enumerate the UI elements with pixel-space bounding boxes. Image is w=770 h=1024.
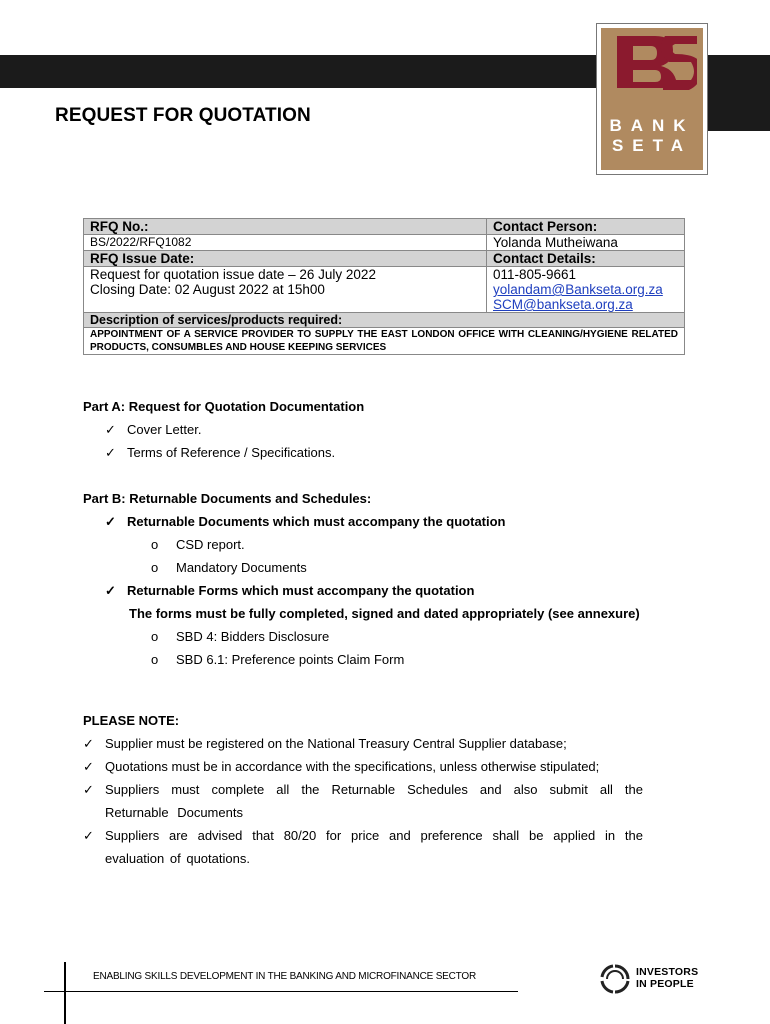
footer-vertical-rule	[64, 962, 66, 1024]
circle-bullet-icon: o	[151, 537, 159, 552]
please-note-heading: PLEASE NOTE:	[83, 713, 180, 728]
list-item	[83, 755, 643, 778]
email-link-scm[interactable]: SCM@bankseta.org.za	[493, 297, 633, 312]
checkmark-icon: ✓	[83, 736, 94, 751]
issue-date-label: RFQ Issue Date:	[84, 251, 487, 267]
footer-tagline: ENABLING SKILLS DEVELOPMENT IN THE BANKING AND MICROFINANCE SECTOR	[93, 971, 477, 982]
footer-horizontal-rule	[44, 991, 518, 992]
checkmark-icon: ✓	[105, 422, 116, 437]
list-item-text: SBD 4: Bidders Disclosure	[176, 629, 330, 644]
list-item-text: Supplier must be registered on the National Treasury Central Supplier database;	[105, 736, 567, 751]
bankseta-logo	[596, 23, 708, 175]
list-item-text: Returnable Documents which must accompany the quotation	[127, 514, 506, 529]
list-item-text: Returnable Forms which must accompany the quotation	[127, 583, 475, 598]
list-item	[83, 533, 643, 556]
list-item	[83, 824, 643, 870]
list-item	[83, 579, 643, 602]
logo-bs-mark	[611, 32, 697, 128]
checkmark-icon: ✓	[83, 759, 94, 774]
checkmark-icon: ✓	[105, 583, 116, 598]
logo-line1: BANK	[609, 116, 695, 135]
list-item	[83, 418, 643, 441]
list-item-text: Cover Letter.	[127, 422, 202, 437]
list-item-text: SBD 6.1: Preference points Claim Form	[176, 652, 405, 667]
checkmark-icon: ✓	[83, 782, 94, 797]
email-link-yolanda[interactable]: yolandam@Bankseta.org.za	[493, 282, 663, 297]
list-item-text: Quotations must be in accordance with the specifications, unless otherwise stipulated;	[105, 759, 600, 774]
investors-in-people-text	[636, 966, 698, 990]
page-title: REQUEST FOR QUOTATION	[55, 105, 311, 126]
list-item	[83, 510, 643, 533]
logo-background	[601, 28, 703, 170]
list-item-text: Suppliers are advised that 80/20 for price and preference shall be applied in the evaluation of quotations.	[105, 828, 643, 866]
list-item	[83, 441, 643, 464]
part-a-heading: Part A: Request for Quotation Documentation	[83, 399, 365, 414]
checkmark-icon: ✓	[105, 514, 116, 529]
list-item	[83, 556, 643, 579]
part-b-heading: Part B: Returnable Documents and Schedules:	[83, 491, 372, 506]
contact-person-value: Yolanda Mutheiwana	[487, 235, 685, 251]
logo-line2: SETA	[611, 136, 693, 155]
dates-cell	[84, 267, 487, 313]
list-item-text: CSD report.	[176, 537, 245, 552]
document-body	[83, 395, 643, 870]
list-item-text: Mandatory Documents	[176, 560, 307, 575]
iip-line2: IN PEOPLE	[636, 978, 694, 990]
contact-details-cell	[487, 267, 685, 313]
rfq-no-value: BS/2022/RFQ1082	[84, 235, 487, 251]
rfq-details-table	[83, 218, 685, 355]
circle-bullet-icon: o	[151, 652, 159, 667]
issue-date-value: Request for quotation issue date – 26 July 2022	[90, 267, 376, 282]
forms-note: The forms must be fully completed, signed and dated appropriately (see annexure)	[129, 606, 640, 621]
description-value: APPOINTMENT OF A SERVICE PROVIDER TO SUPPLY THE EAST LONDON OFFICE WITH CLEANING/HYGIENE RELATED PRODUCTS, CONSUMBLES AND HOUSE KEEPING SERVICES	[84, 328, 685, 355]
circle-bullet-icon: o	[151, 629, 159, 644]
closing-date-value: Closing Date: 02 August 2022 at 15h00	[90, 282, 325, 297]
description-label: Description of services/products required:	[84, 313, 685, 328]
iip-line1: INVESTORS	[636, 966, 699, 978]
contact-person-label: Contact Person:	[487, 219, 685, 235]
checkmark-icon: ✓	[105, 445, 116, 460]
phone-number: 011-805-9661	[493, 267, 577, 282]
rfq-no-label: RFQ No.:	[84, 219, 487, 235]
list-item	[83, 648, 643, 671]
checkmark-icon: ✓	[83, 828, 94, 843]
contact-details-label: Contact Details:	[487, 251, 685, 267]
circle-bullet-icon: o	[151, 560, 159, 575]
list-item-text: Suppliers must complete all the Returnable Schedules and also submit all the Returnable Documents	[105, 782, 643, 820]
list-item	[83, 625, 643, 648]
list-item	[83, 778, 643, 824]
list-item-text: Terms of Reference / Specifications.	[127, 445, 336, 460]
list-item	[83, 732, 643, 755]
